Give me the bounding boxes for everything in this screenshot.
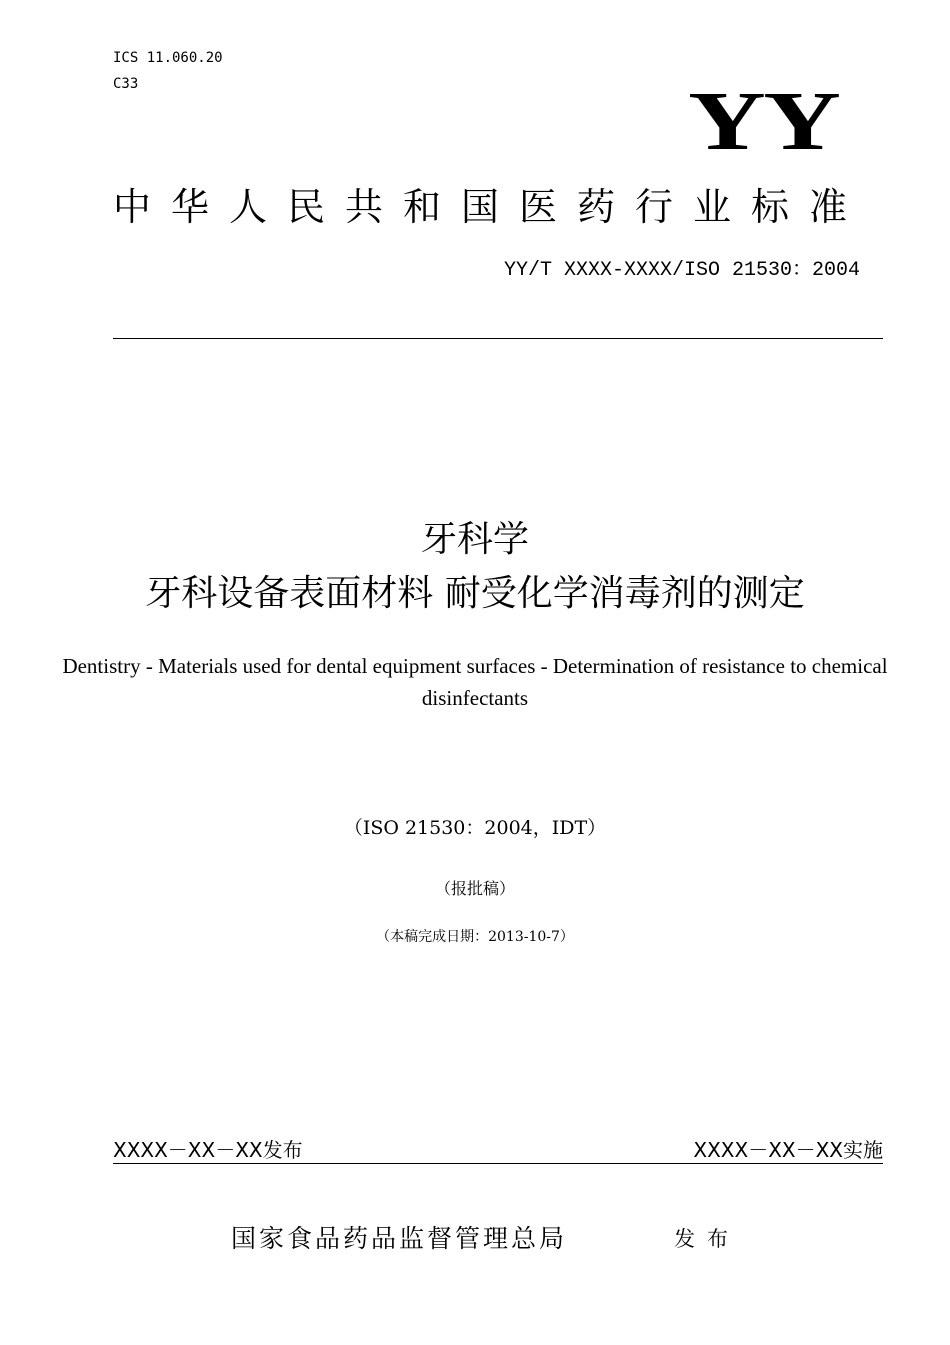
yy-logo: YY [687, 75, 838, 168]
publish-date: XXXX－XX－XX发布 [113, 1138, 303, 1162]
top-divider [113, 338, 883, 339]
document-title-line2: 牙科设备表面材料 耐受化学消毒剂的测定 [145, 573, 805, 614]
organization-title: 中华人民共和国医药行业标准 [113, 185, 868, 229]
bottom-divider [113, 1163, 883, 1164]
completion-date: （本稿完成日期：2013-10-7） [376, 929, 574, 945]
implement-date: XXXX－XX－XX实施 [693, 1138, 883, 1162]
ccs-code: C33 [113, 76, 139, 92]
standard-number: YY/T XXXX-XXXX/ISO 21530：2004 [503, 259, 860, 282]
document-title-line1: 牙科学 [420, 519, 529, 560]
issuer-suffix: 发布 [674, 1227, 740, 1251]
english-title: Dentistry - Materials used for dental equipment surfaces - Determination of resistance to chemical disinfectants [62, 654, 888, 710]
iso-equivalence: （ISO 21530：2004，IDT） [343, 817, 607, 839]
draft-status: （报批稿） [434, 879, 515, 898]
issuing-authority: 国家食品药品监督管理总局 [231, 1224, 568, 1253]
ics-code: ICS 11.060.20 [113, 50, 223, 66]
